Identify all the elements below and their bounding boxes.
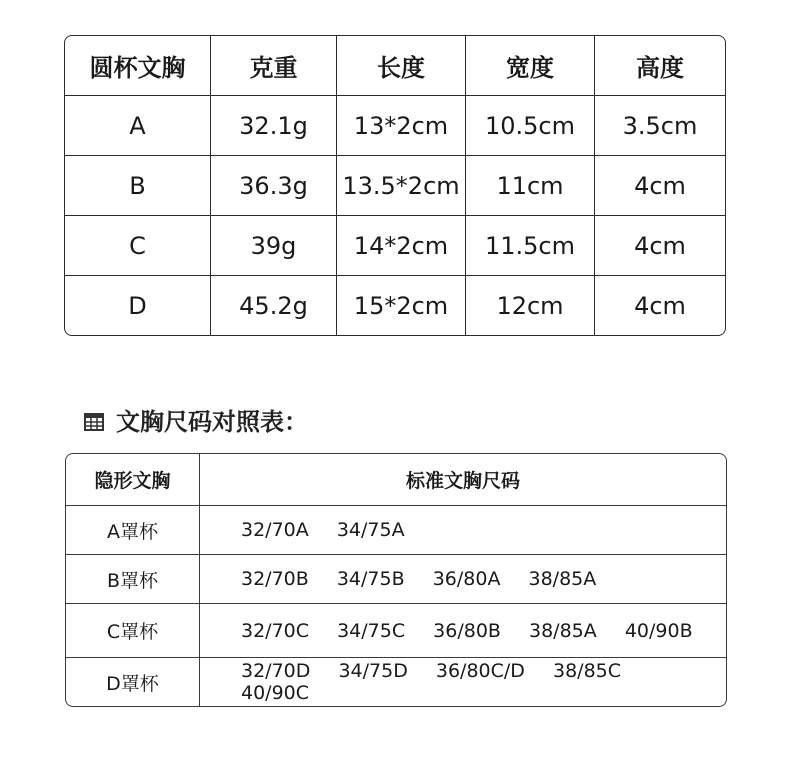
size-row [66,604,726,658]
size-value: 32/70A [241,519,309,541]
spec-cell: 39g [211,216,337,276]
size-value: 32/70D [241,660,311,682]
size-value: 36/80A [432,568,501,590]
size-row [66,506,726,555]
spec-cell: 4cm [595,216,725,276]
size-value: 36/80B [433,619,501,642]
cup-cell: B罩杯 [66,555,200,604]
spec-header-cell: 长度 [337,36,466,96]
spec-cell: 14*2cm [337,216,466,276]
spec-header-row [65,36,725,96]
size-value: 34/75A [336,519,405,541]
size-value: 32/70B [241,568,309,590]
spec-header-cell: 宽度 [466,36,595,96]
spec-cell: 15*2cm [337,276,466,335]
spec-cell: 13.5*2cm [337,156,466,216]
size-value: 34/75B [336,568,405,590]
size-value: 40/90C [241,682,310,704]
size-value: 34/75C [337,619,406,642]
size-chart-title: 文胸尺码对照表： [116,408,308,436]
spec-cell: 13*2cm [337,96,466,156]
size-value: 38/85C [552,660,622,682]
size-value: 38/85A [528,568,597,590]
spec-header-cell: 克重 [211,36,337,96]
size-header-cell: 隐形文胸 [66,454,200,506]
spec-cell: 36.3g [211,156,337,216]
size-value: 32/70C [241,619,310,642]
size-chart-heading [84,402,308,437]
spec-cell: 4cm [634,291,686,320]
cup-cell: C罩杯 [66,604,200,658]
spec-cell: C [65,216,211,276]
spec-cell: B [65,156,211,216]
size-value: 40/90B [624,619,693,642]
size-row [66,658,726,706]
spec-cell: 11.5cm [466,216,595,276]
spec-cell: D [65,276,211,335]
spec-cell: 11cm [466,156,595,216]
sizes-cell [200,658,726,706]
spec-cell: A [65,96,211,156]
size-row [66,555,726,604]
size-value: 36/80C/D [435,660,525,682]
spec-row [65,156,725,216]
spec-cell: 32.1g [211,96,337,156]
spec-cell: 12cm [466,276,595,335]
spec-row [65,96,725,156]
cup-cell: A罩杯 [66,506,200,555]
spec-header-cell: 高度 [595,36,725,96]
size-header-row [66,454,726,506]
size-value: 38/85A [529,619,597,642]
spec-cell: 4cm [595,156,725,216]
spec-cell: 45.2g [211,276,337,335]
spec-table [64,35,726,336]
spec-row [65,276,725,335]
sizes-cell [200,506,726,555]
size-value: 34/75D [338,660,408,682]
spec-cell: 10.5cm [466,96,595,156]
size-header-cell: 标准文胸尺码 [200,454,726,506]
cup-cell: D罩杯 [66,658,200,706]
table-icon [84,410,104,430]
size-table [65,453,727,707]
spec-cell: 3.5cm [595,96,725,156]
sizes-cell [200,604,726,658]
spec-header-cell: 圆杯文胸 [65,36,211,96]
sizes-cell [200,555,726,604]
spec-row [65,216,725,276]
